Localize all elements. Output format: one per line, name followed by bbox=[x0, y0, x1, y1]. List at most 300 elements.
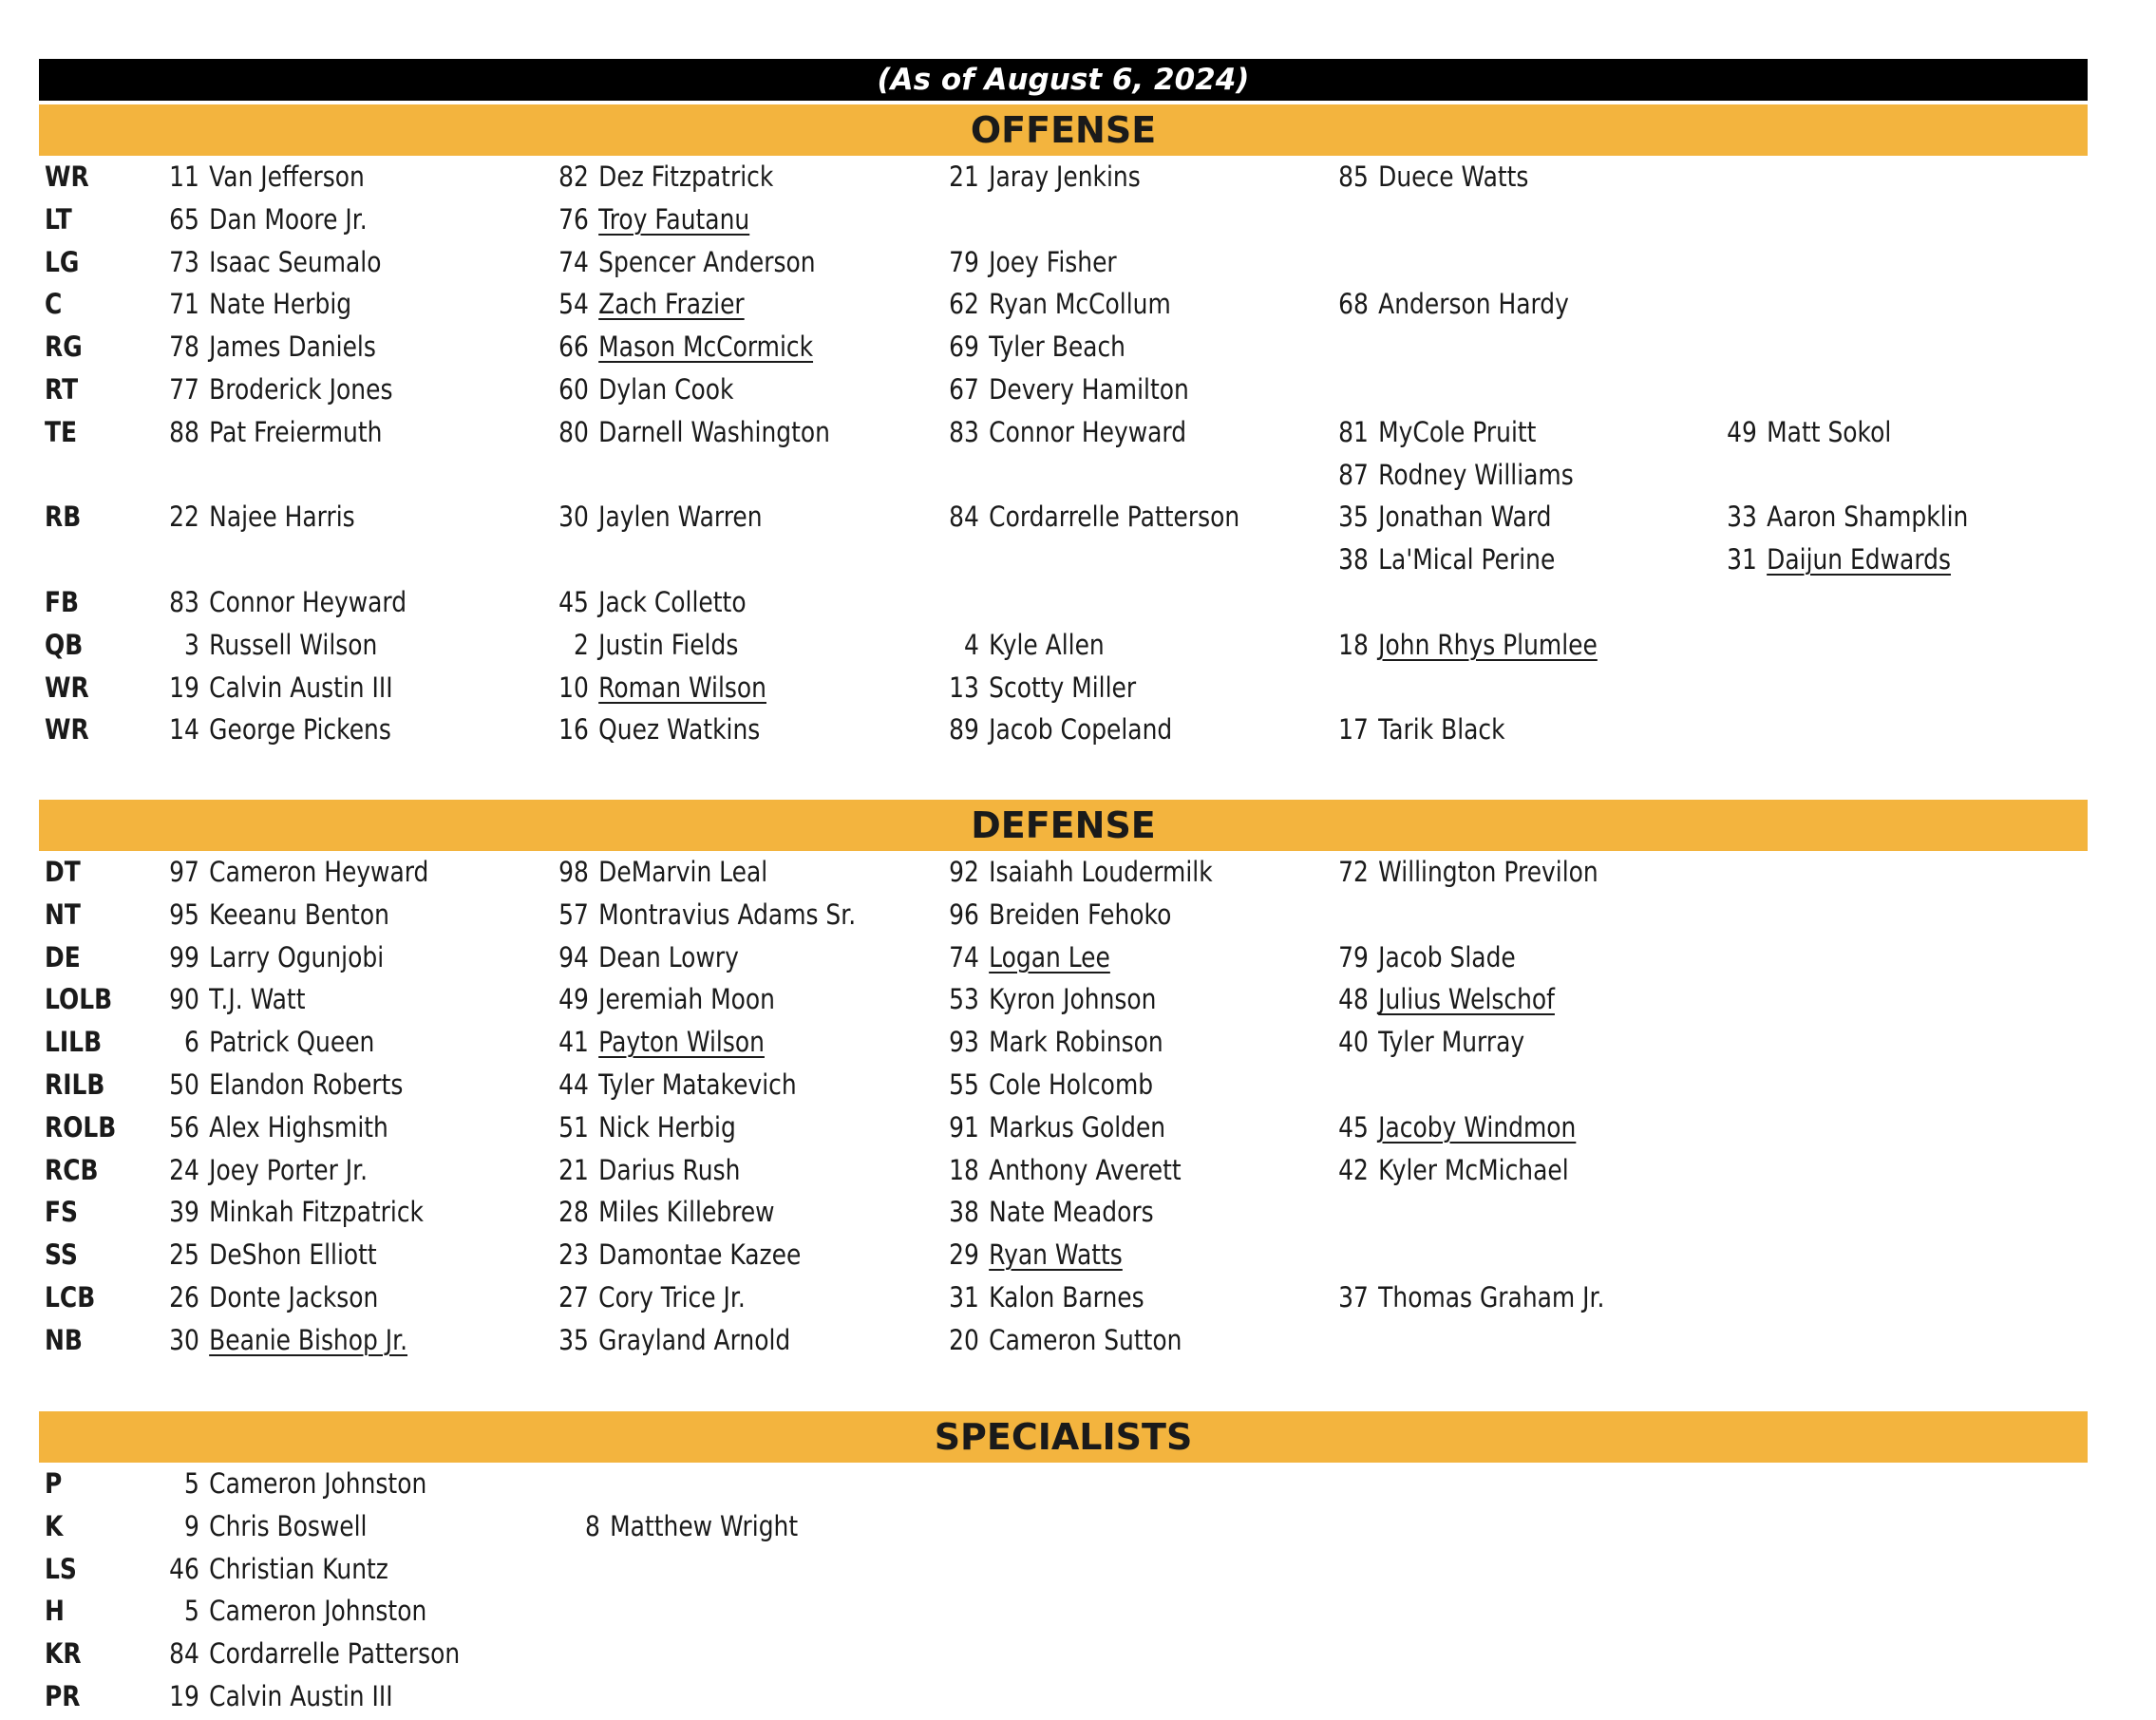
jersey-number: 18 bbox=[1338, 628, 1369, 661]
player-name: Jaray Jenkins bbox=[989, 161, 1141, 193]
player-name: Nate Meadors bbox=[989, 1196, 1154, 1229]
player-name: Broderick Jones bbox=[209, 373, 393, 406]
player-name: George Pickens bbox=[209, 713, 391, 747]
player-name: Dez Fitzpatrick bbox=[598, 161, 774, 193]
player-entry bbox=[163, 1463, 426, 1504]
player-name: Justin Fields bbox=[598, 628, 739, 661]
jersey-number: 78 bbox=[169, 331, 199, 364]
player-name: Darius Rush bbox=[598, 1153, 741, 1186]
player-name: Thomas Graham Jr. bbox=[1378, 1281, 1605, 1314]
player-name: Kyron Johnson bbox=[989, 983, 1157, 1016]
player-entry bbox=[1333, 624, 1598, 666]
jersey-number: 83 bbox=[949, 415, 979, 448]
jersey-number: 82 bbox=[558, 161, 589, 193]
depth-row bbox=[0, 936, 2156, 978]
player-entry bbox=[553, 1276, 746, 1318]
depth-row bbox=[0, 1064, 2156, 1106]
player-name: T.J. Watt bbox=[209, 983, 306, 1016]
position-label: C bbox=[45, 288, 63, 321]
jersey-number: 57 bbox=[558, 898, 589, 931]
player-name: Roman Wilson bbox=[598, 671, 766, 704]
player-entry bbox=[553, 1106, 736, 1148]
depth-row bbox=[0, 283, 2156, 325]
jersey-number: 31 bbox=[1727, 543, 1757, 576]
player-entry bbox=[553, 1064, 797, 1106]
player-name: Jack Colletto bbox=[598, 586, 747, 618]
section-title: DEFENSE bbox=[971, 804, 1156, 846]
player-entry bbox=[163, 241, 381, 283]
player-name: Devery Hamilton bbox=[989, 373, 1189, 406]
player-entry bbox=[1333, 1276, 1604, 1318]
player-entry bbox=[163, 978, 305, 1020]
jersey-number: 20 bbox=[949, 1323, 979, 1356]
player-entry bbox=[163, 1548, 388, 1590]
jersey-number: 69 bbox=[949, 331, 979, 364]
jersey-number: 35 bbox=[1338, 501, 1369, 534]
player-name: Connor Heyward bbox=[989, 415, 1187, 448]
player-entry bbox=[943, 1319, 1182, 1361]
depth-row bbox=[0, 1276, 2156, 1318]
player-name: Najee Harris bbox=[209, 501, 355, 534]
position-label: RB bbox=[45, 501, 82, 534]
jersey-number: 96 bbox=[949, 898, 979, 931]
player-name: Beanie Bishop Jr. bbox=[209, 1323, 408, 1356]
player-name: Anderson Hardy bbox=[1378, 288, 1569, 321]
player-entry bbox=[1333, 851, 1598, 893]
player-entry bbox=[553, 156, 773, 198]
player-entry bbox=[943, 369, 1189, 410]
position-label: PR bbox=[45, 1680, 81, 1712]
depth-row bbox=[0, 1149, 2156, 1191]
position-label: FS bbox=[45, 1196, 79, 1229]
player-entry bbox=[1333, 539, 1555, 580]
jersey-number: 21 bbox=[558, 1153, 589, 1186]
player-name: Calvin Austin III bbox=[209, 1680, 393, 1712]
player-name: Chris Boswell bbox=[209, 1509, 368, 1542]
depth-row bbox=[0, 1633, 2156, 1674]
player-entry bbox=[553, 1234, 801, 1276]
player-name: Jacoby Windmon bbox=[1378, 1110, 1577, 1144]
depth-row bbox=[0, 411, 2156, 453]
player-entry bbox=[943, 156, 1141, 198]
player-entry bbox=[943, 709, 1172, 750]
player-entry bbox=[163, 581, 407, 623]
player-entry bbox=[553, 709, 760, 750]
player-entry bbox=[163, 369, 392, 410]
player-name: Joey Porter Jr. bbox=[209, 1153, 369, 1186]
player-name: Cameron Heyward bbox=[209, 856, 429, 888]
player-name: Jeremiah Moon bbox=[598, 983, 776, 1016]
position-label: LT bbox=[45, 202, 72, 236]
player-entry bbox=[163, 667, 393, 709]
player-entry bbox=[943, 326, 1125, 368]
player-entry bbox=[943, 1106, 1165, 1148]
jersey-number: 85 bbox=[1338, 161, 1369, 193]
jersey-number: 40 bbox=[1338, 1026, 1369, 1059]
jersey-number: 98 bbox=[558, 856, 589, 888]
player-name: Dean Lowry bbox=[598, 940, 739, 973]
player-entry bbox=[943, 1021, 1163, 1063]
depth-row bbox=[0, 1191, 2156, 1233]
depth-row bbox=[0, 1234, 2156, 1276]
jersey-number: 97 bbox=[169, 856, 199, 888]
jersey-number: 53 bbox=[949, 983, 979, 1016]
depth-row bbox=[0, 156, 2156, 198]
jersey-number: 93 bbox=[949, 1026, 979, 1059]
jersey-number: 38 bbox=[949, 1196, 979, 1229]
player-name: Duece Watts bbox=[1378, 161, 1529, 193]
player-entry bbox=[943, 1276, 1144, 1318]
depth-row bbox=[0, 1675, 2156, 1717]
as-of-date: (As of August 6, 2024) bbox=[877, 63, 1250, 97]
position-label: ROLB bbox=[45, 1110, 117, 1144]
jersey-number: 94 bbox=[558, 940, 589, 973]
player-name: Darnell Washington bbox=[598, 415, 830, 448]
jersey-number: 88 bbox=[169, 415, 199, 448]
player-entry bbox=[1333, 1021, 1524, 1063]
player-entry bbox=[553, 1149, 740, 1191]
jersey-number: 79 bbox=[1338, 940, 1369, 973]
player-entry bbox=[1333, 1106, 1576, 1148]
jersey-number: 62 bbox=[949, 288, 979, 321]
player-entry bbox=[163, 1319, 407, 1361]
player-name: Donte Jackson bbox=[209, 1281, 379, 1314]
jersey-number: 28 bbox=[558, 1196, 589, 1229]
jersey-number: 89 bbox=[949, 713, 979, 747]
player-name: Quez Watkins bbox=[598, 713, 761, 747]
player-name: Nick Herbig bbox=[598, 1110, 736, 1144]
player-entry bbox=[553, 496, 763, 538]
player-entry bbox=[163, 283, 351, 325]
jersey-number: 49 bbox=[558, 983, 589, 1016]
section-title: SPECIALISTS bbox=[934, 1416, 1193, 1458]
player-entry bbox=[943, 1149, 1182, 1191]
player-name: Isaiahh Loudermilk bbox=[989, 856, 1213, 888]
player-entry bbox=[163, 1276, 378, 1318]
player-entry bbox=[163, 326, 376, 368]
player-entry bbox=[1333, 1149, 1569, 1191]
depth-row bbox=[0, 496, 2156, 538]
jersey-number: 44 bbox=[558, 1068, 589, 1101]
jersey-number: 91 bbox=[949, 1110, 979, 1144]
position-label: RG bbox=[45, 331, 83, 364]
jersey-number: 99 bbox=[169, 940, 199, 973]
player-name: Cory Trice Jr. bbox=[598, 1281, 746, 1314]
depth-row bbox=[0, 667, 2156, 709]
jersey-number: 5 bbox=[183, 1595, 199, 1628]
jersey-number: 56 bbox=[169, 1110, 199, 1144]
position-label: DT bbox=[45, 856, 81, 888]
player-name: Tyler Matakevich bbox=[598, 1068, 797, 1101]
player-entry bbox=[943, 496, 1239, 538]
jersey-number: 37 bbox=[1338, 1281, 1369, 1314]
jersey-number: 76 bbox=[558, 202, 589, 236]
jersey-number: 13 bbox=[949, 671, 979, 704]
jersey-number: 46 bbox=[169, 1552, 199, 1585]
jersey-number: 73 bbox=[169, 245, 199, 278]
player-name: Jacob Slade bbox=[1378, 940, 1516, 973]
player-name: DeMarvin Leal bbox=[598, 856, 768, 888]
jersey-number: 45 bbox=[1338, 1110, 1369, 1144]
player-entry bbox=[553, 624, 738, 666]
position-label: LILB bbox=[45, 1026, 103, 1059]
player-name: Jonathan Ward bbox=[1378, 501, 1552, 534]
jersey-number: 84 bbox=[949, 501, 979, 534]
jersey-number: 72 bbox=[1338, 856, 1369, 888]
player-name: Joey Fisher bbox=[989, 245, 1117, 278]
player-entry bbox=[943, 936, 1110, 978]
jersey-number: 11 bbox=[169, 161, 199, 193]
player-name: Pat Freiermuth bbox=[209, 415, 383, 448]
player-name: Calvin Austin III bbox=[209, 671, 393, 704]
player-entry bbox=[553, 369, 733, 410]
player-entry bbox=[553, 1021, 765, 1063]
player-entry bbox=[163, 1675, 393, 1717]
player-entry bbox=[1721, 496, 1968, 538]
jersey-number: 35 bbox=[558, 1323, 589, 1356]
player-entry bbox=[163, 1064, 403, 1106]
player-entry bbox=[553, 411, 830, 453]
player-name: Van Jefferson bbox=[209, 161, 365, 193]
section-header-specialists bbox=[39, 1411, 2088, 1463]
jersey-number: 45 bbox=[558, 586, 589, 618]
player-entry bbox=[943, 1191, 1154, 1233]
depth-row bbox=[0, 369, 2156, 410]
jersey-number: 51 bbox=[558, 1110, 589, 1144]
player-name: Kalon Barnes bbox=[989, 1281, 1144, 1314]
jersey-number: 29 bbox=[949, 1238, 979, 1272]
player-name: Cameron Johnston bbox=[209, 1595, 427, 1628]
player-entry bbox=[163, 1633, 460, 1674]
depth-row bbox=[0, 539, 2156, 580]
jersey-number: 71 bbox=[169, 288, 199, 321]
position-label: QB bbox=[45, 628, 84, 661]
player-name: DeShon Elliott bbox=[209, 1238, 377, 1272]
jersey-number: 67 bbox=[949, 373, 979, 406]
player-name: Zach Frazier bbox=[598, 288, 745, 321]
position-label: FB bbox=[45, 586, 80, 618]
player-entry bbox=[163, 709, 391, 750]
player-entry bbox=[163, 411, 382, 453]
player-entry bbox=[163, 1149, 368, 1191]
player-entry bbox=[943, 1234, 1123, 1276]
player-name: Jaylen Warren bbox=[598, 501, 763, 534]
jersey-number: 50 bbox=[169, 1068, 199, 1101]
section-header-offense bbox=[39, 104, 2088, 156]
player-entry bbox=[163, 1505, 367, 1547]
position-label: WR bbox=[45, 161, 89, 193]
player-entry bbox=[553, 936, 739, 978]
player-name: Tarik Black bbox=[1378, 713, 1505, 747]
depth-row bbox=[0, 241, 2156, 283]
depth-row bbox=[0, 1548, 2156, 1590]
player-name: Mark Robinson bbox=[989, 1026, 1163, 1059]
player-entry bbox=[1333, 411, 1536, 453]
player-name: Payton Wilson bbox=[598, 1026, 765, 1059]
jersey-number: 26 bbox=[169, 1281, 199, 1314]
player-name: Grayland Arnold bbox=[598, 1323, 791, 1356]
jersey-number: 33 bbox=[1727, 501, 1757, 534]
position-label: WR bbox=[45, 671, 89, 704]
player-name: Christian Kuntz bbox=[209, 1552, 388, 1585]
player-name: Patrick Queen bbox=[209, 1026, 375, 1059]
jersey-number: 48 bbox=[1338, 983, 1369, 1016]
jersey-number: 65 bbox=[169, 202, 199, 236]
jersey-number: 16 bbox=[558, 713, 589, 747]
position-label: SS bbox=[45, 1238, 78, 1272]
jersey-number: 38 bbox=[1338, 543, 1369, 576]
player-name: Isaac Seumalo bbox=[209, 245, 382, 278]
player-entry bbox=[163, 156, 365, 198]
player-entry bbox=[943, 851, 1213, 893]
player-entry bbox=[1333, 936, 1516, 978]
position-label: LG bbox=[45, 245, 80, 278]
player-entry bbox=[553, 1191, 775, 1233]
depth-row bbox=[0, 454, 2156, 496]
player-entry bbox=[553, 978, 775, 1020]
jersey-number: 81 bbox=[1338, 415, 1369, 448]
player-name: Mason McCormick bbox=[598, 331, 814, 364]
player-entry bbox=[943, 411, 1186, 453]
player-entry bbox=[943, 894, 1171, 936]
jersey-number: 27 bbox=[558, 1281, 589, 1314]
player-entry bbox=[163, 1021, 374, 1063]
jersey-number: 5 bbox=[183, 1467, 199, 1500]
depth-row bbox=[0, 851, 2156, 893]
player-name: Kyle Allen bbox=[989, 628, 1105, 661]
section-header-defense bbox=[39, 800, 2088, 851]
jersey-number: 84 bbox=[169, 1637, 199, 1671]
player-entry bbox=[943, 624, 1105, 666]
depth-row bbox=[0, 709, 2156, 750]
jersey-number: 42 bbox=[1338, 1153, 1369, 1186]
player-name: Ryan McCollum bbox=[989, 288, 1171, 321]
player-entry bbox=[1333, 454, 1574, 496]
jersey-number: 31 bbox=[949, 1281, 979, 1314]
player-name: Minkah Fitzpatrick bbox=[209, 1196, 425, 1229]
position-label: H bbox=[45, 1595, 65, 1628]
jersey-number: 49 bbox=[1727, 415, 1757, 448]
jersey-number: 2 bbox=[573, 628, 589, 661]
position-label: WR bbox=[45, 713, 89, 747]
player-entry bbox=[553, 198, 749, 240]
player-name: Cameron Sutton bbox=[989, 1323, 1182, 1356]
player-entry bbox=[943, 978, 1156, 1020]
player-entry bbox=[1333, 283, 1569, 325]
depth-row bbox=[0, 581, 2156, 623]
jersey-number: 87 bbox=[1338, 458, 1369, 491]
jersey-number: 54 bbox=[558, 288, 589, 321]
player-entry bbox=[553, 851, 767, 893]
player-entry bbox=[943, 1064, 1153, 1106]
jersey-number: 90 bbox=[169, 983, 199, 1016]
player-name: Markus Golden bbox=[989, 1110, 1166, 1144]
depth-row bbox=[0, 978, 2156, 1020]
player-name: MyCole Pruitt bbox=[1378, 415, 1537, 448]
player-name: Kyler McMichael bbox=[1378, 1153, 1569, 1186]
position-label: LS bbox=[45, 1552, 77, 1585]
position-label: TE bbox=[45, 415, 78, 448]
depth-row bbox=[0, 1505, 2156, 1547]
jersey-number: 14 bbox=[169, 713, 199, 747]
player-name: Cameron Johnston bbox=[209, 1467, 427, 1500]
section-title: OFFENSE bbox=[970, 109, 1157, 151]
jersey-number: 18 bbox=[949, 1153, 979, 1186]
depth-row bbox=[0, 894, 2156, 936]
player-name: Matt Sokol bbox=[1767, 415, 1892, 448]
player-entry bbox=[1333, 156, 1528, 198]
player-entry bbox=[163, 1191, 424, 1233]
player-entry bbox=[1721, 411, 1891, 453]
player-name: Cordarrelle Patterson bbox=[989, 501, 1240, 534]
player-entry bbox=[163, 1590, 426, 1632]
as-of-banner bbox=[39, 59, 2088, 101]
player-name: Troy Fautanu bbox=[598, 202, 750, 236]
player-entry bbox=[553, 283, 745, 325]
jersey-number: 23 bbox=[558, 1238, 589, 1272]
player-entry bbox=[1721, 539, 1951, 580]
player-entry bbox=[943, 283, 1171, 325]
jersey-number: 6 bbox=[183, 1026, 199, 1059]
player-name: La'Mical Perine bbox=[1378, 543, 1556, 576]
player-name: Miles Killebrew bbox=[598, 1196, 775, 1229]
jersey-number: 83 bbox=[169, 586, 199, 618]
player-name: Tyler Beach bbox=[989, 331, 1125, 364]
player-entry bbox=[163, 496, 355, 538]
depth-row bbox=[0, 1021, 2156, 1063]
player-name: Damontae Kazee bbox=[598, 1238, 802, 1272]
jersey-number: 41 bbox=[558, 1026, 589, 1059]
player-name: Alex Highsmith bbox=[209, 1110, 388, 1144]
jersey-number: 30 bbox=[558, 501, 589, 534]
player-name: Russell Wilson bbox=[209, 628, 378, 661]
position-label: RILB bbox=[45, 1068, 105, 1101]
player-entry bbox=[553, 667, 766, 709]
player-entry bbox=[564, 1505, 798, 1547]
player-name: Cordarrelle Patterson bbox=[209, 1637, 461, 1671]
jersey-number: 25 bbox=[169, 1238, 199, 1272]
player-name: Anthony Averett bbox=[989, 1153, 1182, 1186]
player-name: Nate Herbig bbox=[209, 288, 352, 321]
player-entry bbox=[553, 894, 856, 936]
player-name: Ryan Watts bbox=[989, 1238, 1123, 1272]
jersey-number: 9 bbox=[183, 1509, 199, 1542]
player-name: Logan Lee bbox=[989, 940, 1110, 973]
jersey-number: 60 bbox=[558, 373, 589, 406]
player-name: Dylan Cook bbox=[598, 373, 734, 406]
player-entry bbox=[1333, 496, 1551, 538]
player-entry bbox=[1333, 709, 1505, 750]
position-label: NB bbox=[45, 1323, 83, 1356]
player-name: Spencer Anderson bbox=[598, 245, 816, 278]
depth-row bbox=[0, 1463, 2156, 1504]
player-name: Tyler Murray bbox=[1378, 1026, 1525, 1059]
player-name: Cole Holcomb bbox=[989, 1068, 1154, 1101]
jersey-number: 77 bbox=[169, 373, 199, 406]
jersey-number: 19 bbox=[169, 671, 199, 704]
player-entry bbox=[163, 1106, 388, 1148]
player-name: John Rhys Plumlee bbox=[1378, 628, 1598, 661]
jersey-number: 19 bbox=[169, 1680, 199, 1712]
player-name: Julius Welschof bbox=[1378, 983, 1555, 1016]
depth-row bbox=[0, 198, 2156, 240]
position-label: KR bbox=[45, 1637, 82, 1671]
jersey-number: 22 bbox=[169, 501, 199, 534]
jersey-number: 74 bbox=[558, 245, 589, 278]
jersey-number: 21 bbox=[949, 161, 979, 193]
jersey-number: 4 bbox=[963, 628, 979, 661]
position-label: RT bbox=[45, 373, 79, 406]
